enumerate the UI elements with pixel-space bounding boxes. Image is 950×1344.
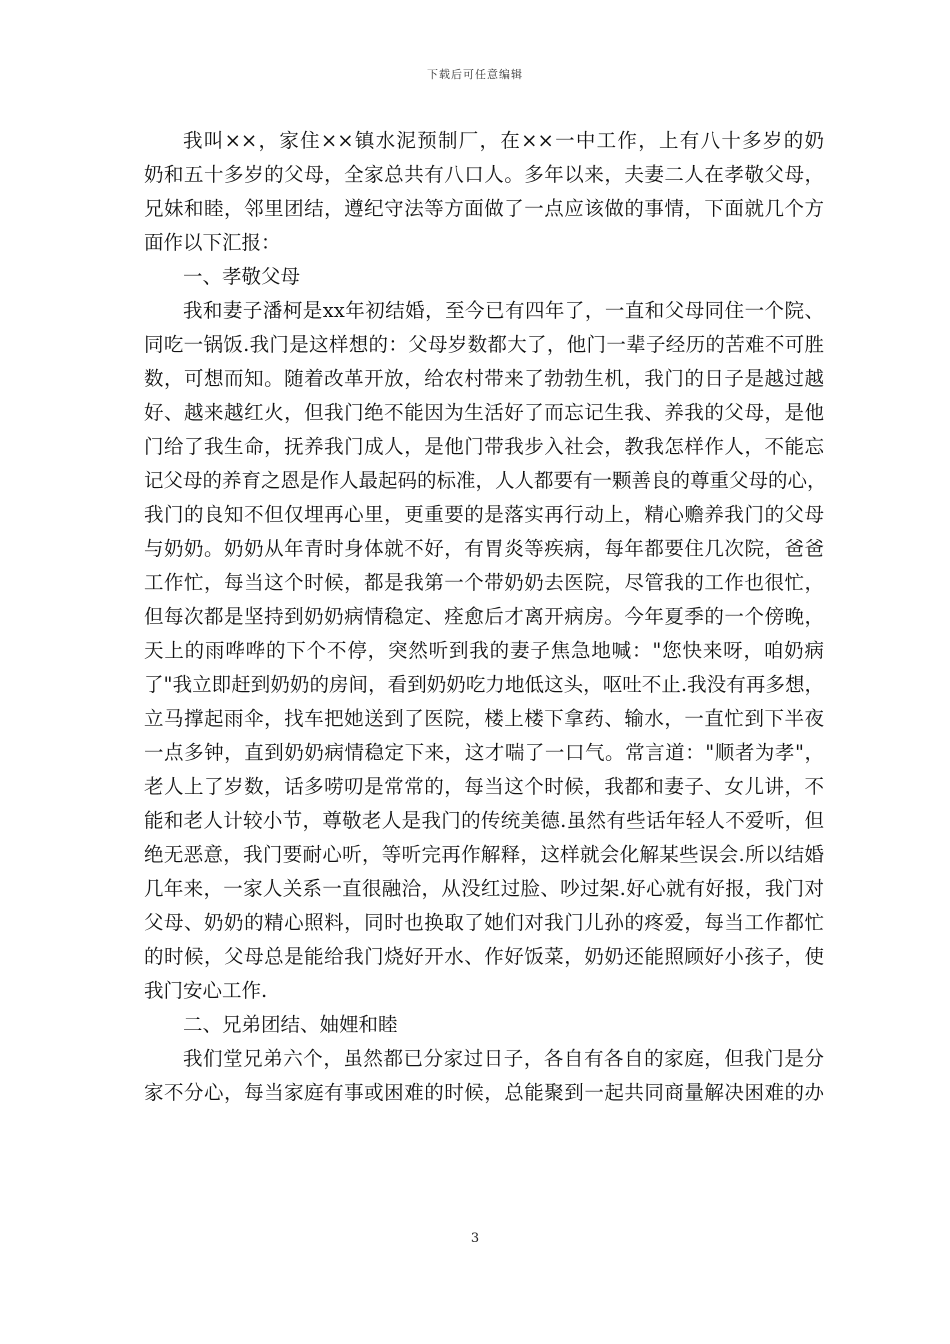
- text-line: 父母、奶奶的精心照料，同时也换取了她们对我门儿孙的疼爱，每当工作都忙: [144, 911, 824, 934]
- text-line: 好、越来越红火，但我门绝不能因为生活好了而忘记生我、养我的父母，是他: [144, 401, 824, 424]
- text-line: 记父母的养育之恩是作人最起码的标准，人人都要有一颗善良的尊重父母的心，: [144, 469, 827, 492]
- text-line: 我叫××，家住××镇水泥预制厂，在××一中工作，上有八十多岁的奶: [183, 129, 824, 152]
- text-line: 几年来，一家人关系一直很融洽，从没红过脸、吵过架.好心就有好报，我门对: [144, 877, 824, 900]
- text-line: 了"我立即赶到奶奶的房间，看到奶奶吃力地低这头，呕吐不止.我没有再多想，: [144, 673, 824, 696]
- text-line: 工作忙，每当这个时候，都是我第一个带奶奶去医院，尽管我的工作也很忙，: [144, 571, 824, 594]
- text-line: 与奶奶。奶奶从年青时身体就不好，有胃炎等疾病，每年都要住几次院，爸爸: [144, 537, 824, 560]
- text-line: 一、孝敬父母: [183, 265, 301, 288]
- text-line: 同吃一锅饭.我门是这样想的：父母岁数都大了，他门一辈子经历的苦难不可胜: [144, 333, 824, 356]
- text-line: 一点多钟，直到奶奶病情稳定下来，这才喘了一口气。常言道："顺者为孝"，: [144, 741, 824, 764]
- text-line: 数，可想而知。随着改革开放，给农村带来了勃勃生机，我门的日子是越过越: [144, 367, 824, 390]
- document-body: [144, 124, 827, 1110]
- text-line: 但每次都是坚持到奶奶病情稳定、痊愈后才离开病房。今年夏季的一个傍晚，: [144, 605, 824, 628]
- text-line: 我们堂兄弟六个，虽然都已分家过日子，各自有各自的家庭，但我门是分: [183, 1047, 824, 1070]
- text-line: 老人上了岁数，话多唠叨是常常的，每当这个时候，我都和妻子、女儿讲，不: [144, 775, 824, 798]
- text-line: 我和妻子潘柯是xx年初结婚，至今已有四年了，一直和父母同住一个院、: [183, 299, 824, 322]
- text-line: 二、兄弟团结、妯娌和睦: [183, 1013, 398, 1036]
- text-line: 天上的雨哗哗的下个不停，突然听到我的妻子焦急地喊："您快来呀，咱奶病: [144, 639, 824, 662]
- text-line: 门给了我生命，抚养我门成人，是他门带我步入社会，教我怎样作人，不能忘: [144, 435, 824, 458]
- page-header: 下载后可任意编辑: [427, 68, 523, 81]
- text-line: 奶和五十多岁的父母，全家总共有八口人。多年以来，夫妻二人在孝敬父母，: [144, 163, 824, 186]
- text-line: 我门的良知不但仅埋再心里，更重要的是落实再行动上，精心赡养我门的父母: [144, 503, 824, 526]
- text-line: 立马撑起雨伞，找车把她送到了医院，楼上楼下拿药、输水，一直忙到下半夜: [144, 707, 824, 730]
- page-number: 3: [470, 1231, 480, 1246]
- text-line: 面作以下汇报：: [144, 231, 281, 254]
- text-line: 能和老人计较小节，尊敬老人是我门的传统美德.虽然有些话年轻人不爱听，但: [144, 809, 824, 832]
- text-line: 的时候，父母总是能给我门烧好开水、作好饭菜，奶奶还能照顾好小孩子，使: [144, 945, 824, 968]
- text-line: 我门安心工作.: [144, 979, 268, 1002]
- text-line: 家不分心，每当家庭有事或困难的时候，总能聚到一起共同商量解决困难的办: [144, 1081, 824, 1104]
- text-line: 兄妹和睦，邻里团结，遵纪守法等方面做了一点应该做的事情，下面就几个方: [144, 197, 824, 220]
- text-line: 绝无恶意，我门要耐心听，等听完再作解释，这样就会化解某些误会.所以结婚: [144, 843, 824, 866]
